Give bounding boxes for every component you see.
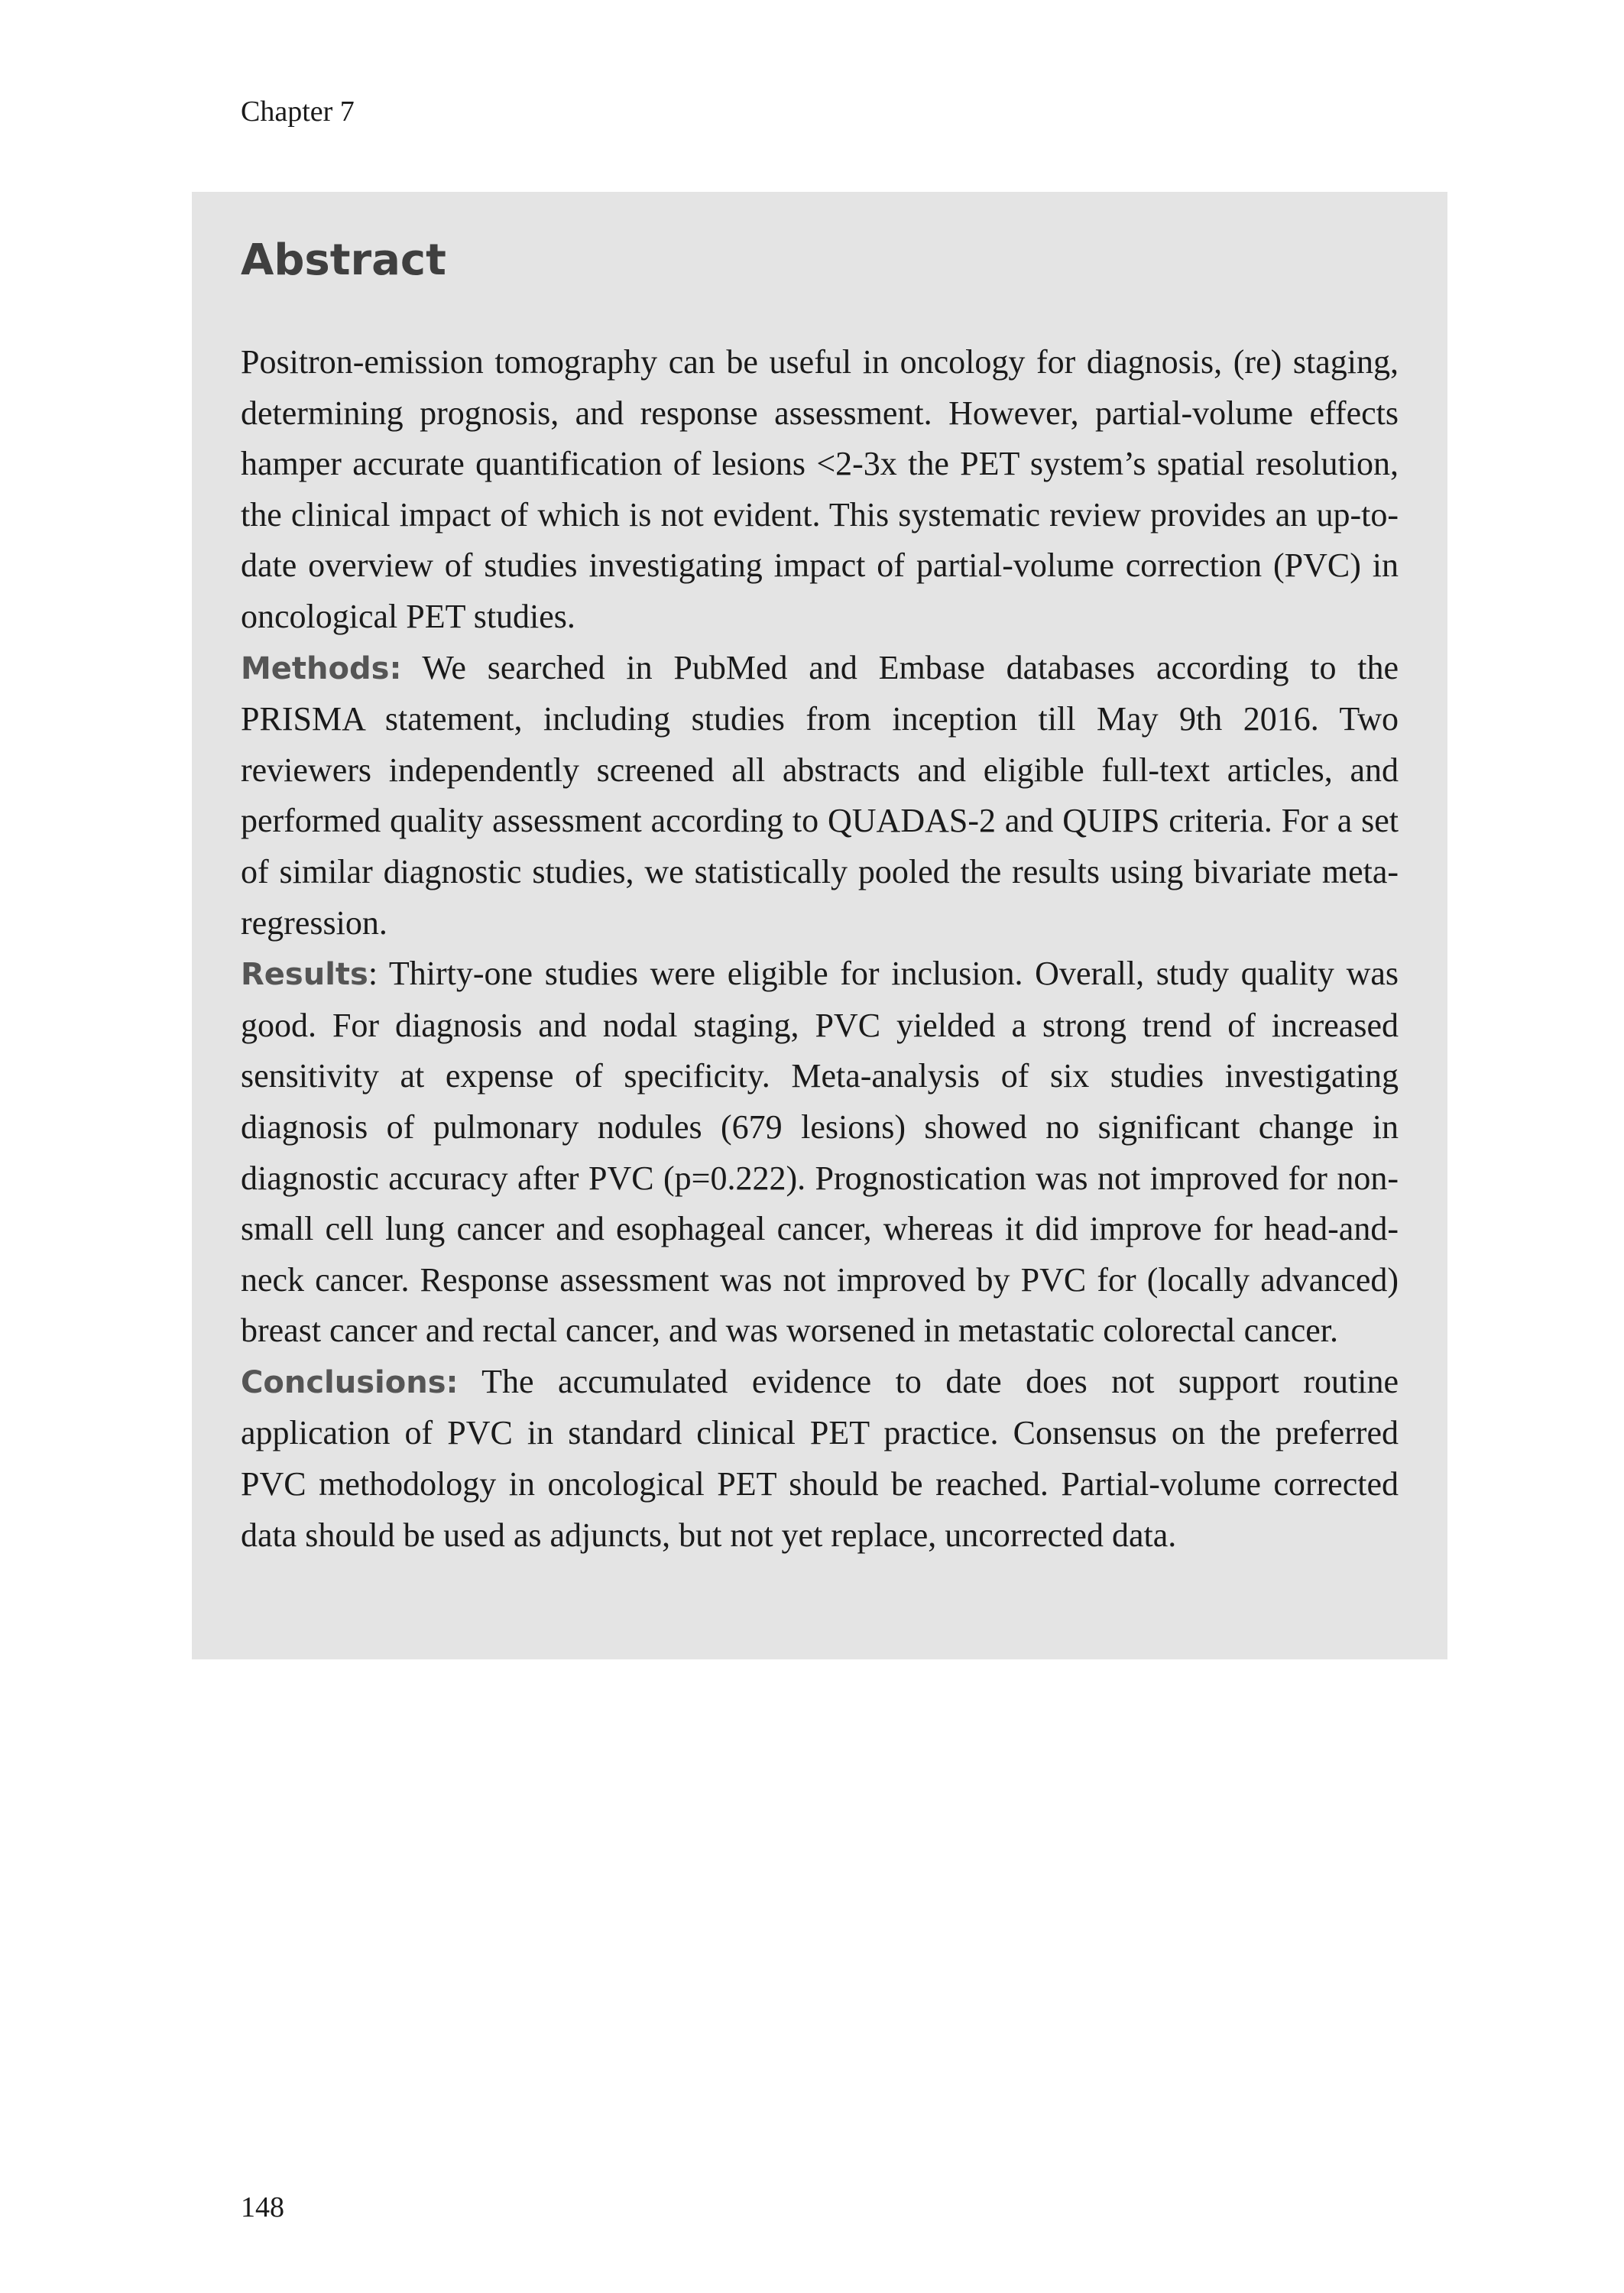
results-text: : Thirty-one studies were eligible for inclusion. Overall, study quality was good. For diagnosis and nodal staging, PVC yielded a strong trend of increased sensitivity at expense of specificity. Meta-analysis of six studies investigating diagnosis of pulmonary nodules (679 lesions) showed no significant change in diagnostic accuracy after PVC (p=0.222). Prognostication was not improved for non-small cell lung cancer and esophageal cancer, whereas it did improve for head-and-neck cancer. Response assessment was not improved by PVC for (locally advanced) breast cancer and rectal cancer, and was worsened in metastatic colorectal cancer.	[241, 955, 1399, 1350]
results-label: Results	[241, 957, 368, 993]
abstract-intro-paragraph: Positron-emission tomography can be useful in oncology for diagnosis, (re) staging, determining prognosis, and response assessment. However, partial-volume effects hamper accurate quantification of lesions <2-3x the PET system’s spatial resolution, the clinical impact of which is not evident. This systematic review provides an up-to-date overview of studies investigating impact of partial-volume correction (PVC) in oncological PET studies.	[241, 343, 1399, 635]
abstract-body	[241, 337, 1399, 1561]
methods-label: Methods:	[241, 650, 402, 686]
abstract-heading: Abstract	[241, 235, 446, 285]
methods-text: We searched in PubMed and Embase databases according to the PRISMA statement, including studies from inception till May 9th 2016. Two reviewers independently screened all abstracts and eligible full-text articles, and performed quality assessment according to QUADAS-2 and QUIPS criteria. For a set of similar diagnostic studies, we statistically pooled the results using bivariate meta-regression.	[241, 648, 1399, 942]
conclusions-label: Conclusions:	[241, 1364, 459, 1400]
running-head: Chapter 7	[241, 96, 355, 128]
conclusions-text: The accumulated evidence to date does not support routine application of PVC in standard clinical PET practice. Consensus on the preferred PVC methodology in oncological PET should be reached. Partial-volume corrected data should be used as adjuncts, but not yet replace, uncorrected data.	[241, 1362, 1399, 1554]
page-number: 148	[241, 2191, 284, 2223]
abstract-box	[192, 192, 1447, 1659]
abstract-conclusions-paragraph	[241, 1357, 1399, 1561]
abstract-results-paragraph	[241, 949, 1399, 1357]
abstract-methods-paragraph	[241, 643, 1399, 949]
